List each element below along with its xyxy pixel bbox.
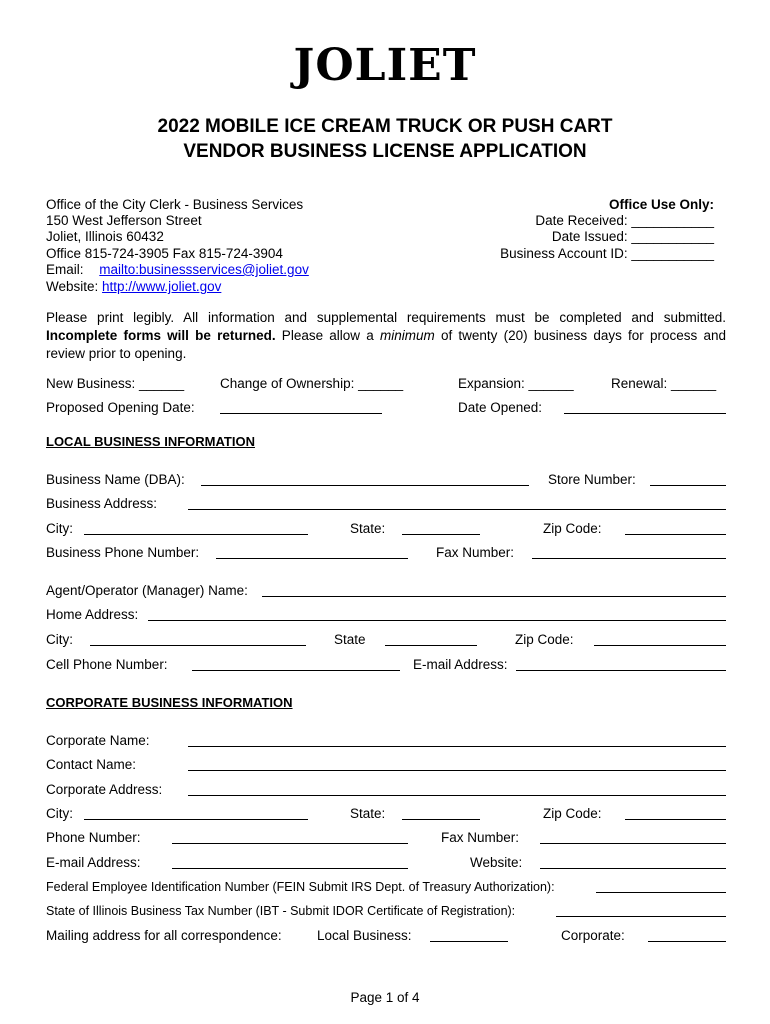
instructions-italic: minimum <box>379 328 435 343</box>
instructions-text-3: of twenty (20) business days for process and review prior to opening. <box>46 328 727 361</box>
fein-input[interactable] <box>596 892 726 893</box>
state-input[interactable] <box>402 534 480 535</box>
instructions <box>46 309 726 363</box>
corporate-business-heading: CORPORATE BUSINESS INFORMATION <box>46 695 293 710</box>
form-title-line2: VENDOR BUSINESS LICENSE APPLICATION <box>183 141 587 162</box>
state2-input[interactable] <box>385 645 477 646</box>
mailing-corporate-input[interactable] <box>648 941 726 942</box>
corp-fax-input[interactable] <box>540 843 726 844</box>
corporate-name-input[interactable] <box>188 746 726 747</box>
corp-zip-label: Zip Code: <box>543 806 602 821</box>
mailing-local-input[interactable] <box>430 941 508 942</box>
email-label: Email: <box>46 262 84 277</box>
fax-label: Fax Number: <box>436 545 515 560</box>
date-opened-input[interactable] <box>564 413 726 414</box>
date-received: Date Received: ___________ <box>535 213 714 228</box>
corporate-name-label: Corporate Name: <box>46 733 150 748</box>
fax-input[interactable] <box>532 558 726 559</box>
store-number-label: Store Number: <box>548 472 636 487</box>
date-opened-label: Date Opened: <box>458 400 543 415</box>
email-link[interactable]: mailto:businessservices@joliet.gov <box>99 262 309 277</box>
date-issued: Date Issued: ___________ <box>551 229 714 244</box>
fein-label: Federal Employee Identification Number (FEIN Submit IRS Dept. of Treasury Authorization): <box>46 880 555 894</box>
corp-state-label: State: <box>350 806 386 821</box>
local-business-heading: LOCAL BUSINESS INFORMATION <box>46 434 255 449</box>
mailing-corporate-label: Corporate: <box>561 928 625 943</box>
renewal-field[interactable]: Renewal: ______ <box>611 376 717 391</box>
ibt-label: State of Illinois Business Tax Number (IBT - Submit IDOR Certificate of Registration): <box>46 904 516 918</box>
city-input[interactable] <box>84 534 308 535</box>
city2-input[interactable] <box>90 645 306 646</box>
store-number-input[interactable] <box>650 485 726 486</box>
website-link[interactable]: http://www.joliet.gov <box>102 279 222 294</box>
cell-phone-input[interactable] <box>192 670 400 671</box>
office-use-heading: Office Use Only: <box>608 197 714 212</box>
corp-state-input[interactable] <box>402 819 480 820</box>
contact-name-label: Contact Name: <box>46 757 137 772</box>
agent-name-input[interactable] <box>262 596 726 597</box>
office-city: Joliet, Illinois 60432 <box>46 229 164 244</box>
expansion-field[interactable]: Expansion: ______ <box>458 376 574 391</box>
website-label: Website: <box>46 279 99 294</box>
corp-phone-label: Phone Number: <box>46 830 141 845</box>
instructions-text-1: Please print legibly. All information and supplemental requirements must be completed and submitted. <box>46 310 726 325</box>
corp-zip-input[interactable] <box>625 819 726 820</box>
joliet-logo: JOLIET <box>293 40 477 91</box>
proposed-opening-input[interactable] <box>220 413 382 414</box>
mailing-label: Mailing address for all correspondence: <box>46 928 282 943</box>
zip-label: Zip Code: <box>543 521 602 536</box>
page-number: Page 1 of 4 <box>350 990 420 1005</box>
business-account-id: Business Account ID: ___________ <box>500 246 714 261</box>
contact-name-input[interactable] <box>188 770 726 771</box>
corp-city-label: City: <box>46 806 73 821</box>
business-phone-label: Business Phone Number: <box>46 545 200 560</box>
office-website-row <box>46 279 221 294</box>
city-label: City: <box>46 521 73 536</box>
corporate-address-input[interactable] <box>188 795 726 796</box>
office-phone: Office 815-724-3905 Fax 815-724-3904 <box>46 246 283 261</box>
state2-label: State <box>334 632 366 647</box>
zip-input[interactable] <box>625 534 726 535</box>
ibt-input[interactable] <box>556 916 726 917</box>
local-email-label: E-mail Address: <box>413 657 508 672</box>
corporate-address-label: Corporate Address: <box>46 782 163 797</box>
corp-email-input[interactable] <box>172 868 408 869</box>
office-name: Office of the City Clerk - Business Services <box>46 197 304 212</box>
change-ownership-field[interactable]: Change of Ownership: ______ <box>220 376 404 391</box>
corp-email-label: E-mail Address: <box>46 855 141 870</box>
corp-website-label: Website: <box>470 855 523 870</box>
zip2-input[interactable] <box>594 645 726 646</box>
agent-name-label: Agent/Operator (Manager) Name: <box>46 583 248 598</box>
corp-fax-label: Fax Number: <box>441 830 520 845</box>
business-address-input[interactable] <box>188 509 726 510</box>
business-name-input[interactable] <box>201 485 529 486</box>
proposed-opening-label: Proposed Opening Date: <box>46 400 195 415</box>
state-label: State: <box>350 521 386 536</box>
local-email-input[interactable] <box>516 670 726 671</box>
home-address-label: Home Address: <box>46 607 139 622</box>
cell-phone-label: Cell Phone Number: <box>46 657 168 672</box>
business-address-label: Business Address: <box>46 496 158 511</box>
new-business-field[interactable]: New Business: ______ <box>46 376 185 391</box>
office-street: 150 West Jefferson Street <box>46 213 202 228</box>
business-phone-input[interactable] <box>216 558 408 559</box>
instructions-text-2: Please allow a <box>275 328 380 343</box>
business-name-label: Business Name (DBA): <box>46 472 185 487</box>
corp-phone-input[interactable] <box>172 843 408 844</box>
city2-label: City: <box>46 632 73 647</box>
mailing-local-label: Local Business: <box>317 928 412 943</box>
instructions-bold: Incomplete forms will be returned. <box>46 328 276 343</box>
home-address-input[interactable] <box>148 620 726 621</box>
office-email-row <box>46 262 309 277</box>
form-title-line1: 2022 MOBILE ICE CREAM TRUCK OR PUSH CART <box>157 116 613 137</box>
zip2-label: Zip Code: <box>515 632 574 647</box>
corp-city-input[interactable] <box>84 819 308 820</box>
corp-website-input[interactable] <box>540 868 726 869</box>
